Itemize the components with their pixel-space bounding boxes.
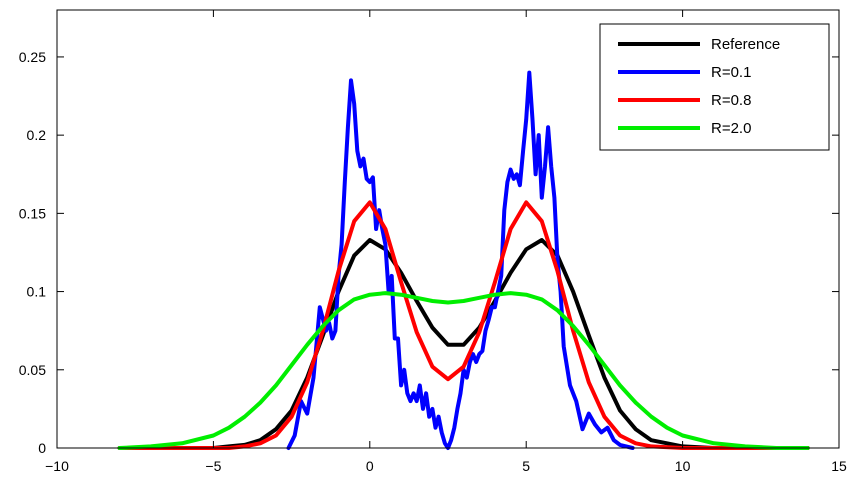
legend	[600, 24, 829, 150]
y-tick-label: 0.2	[26, 127, 46, 144]
y-tick-label: 0.05	[18, 361, 46, 378]
x-tick-label: 0	[365, 458, 374, 474]
x-tick-label: 15	[831, 458, 847, 474]
legend-label-3: R=2.0	[711, 120, 752, 137]
y-tick-label: 0	[38, 440, 46, 456]
y-tick-label: 0.1	[26, 283, 46, 300]
y-tick-label: 0.15	[18, 205, 46, 222]
x-tick-label: 10	[674, 458, 691, 474]
x-tick-label: 5	[522, 458, 531, 474]
x-tick-label: −5	[205, 458, 222, 474]
y-tick-label: 0.25	[18, 48, 46, 65]
x-tick-label: −10	[45, 458, 69, 474]
legend-label-0: Reference	[711, 36, 781, 53]
legend-label-2: R=0.8	[711, 92, 752, 109]
legend-label-1: R=0.1	[711, 64, 752, 81]
